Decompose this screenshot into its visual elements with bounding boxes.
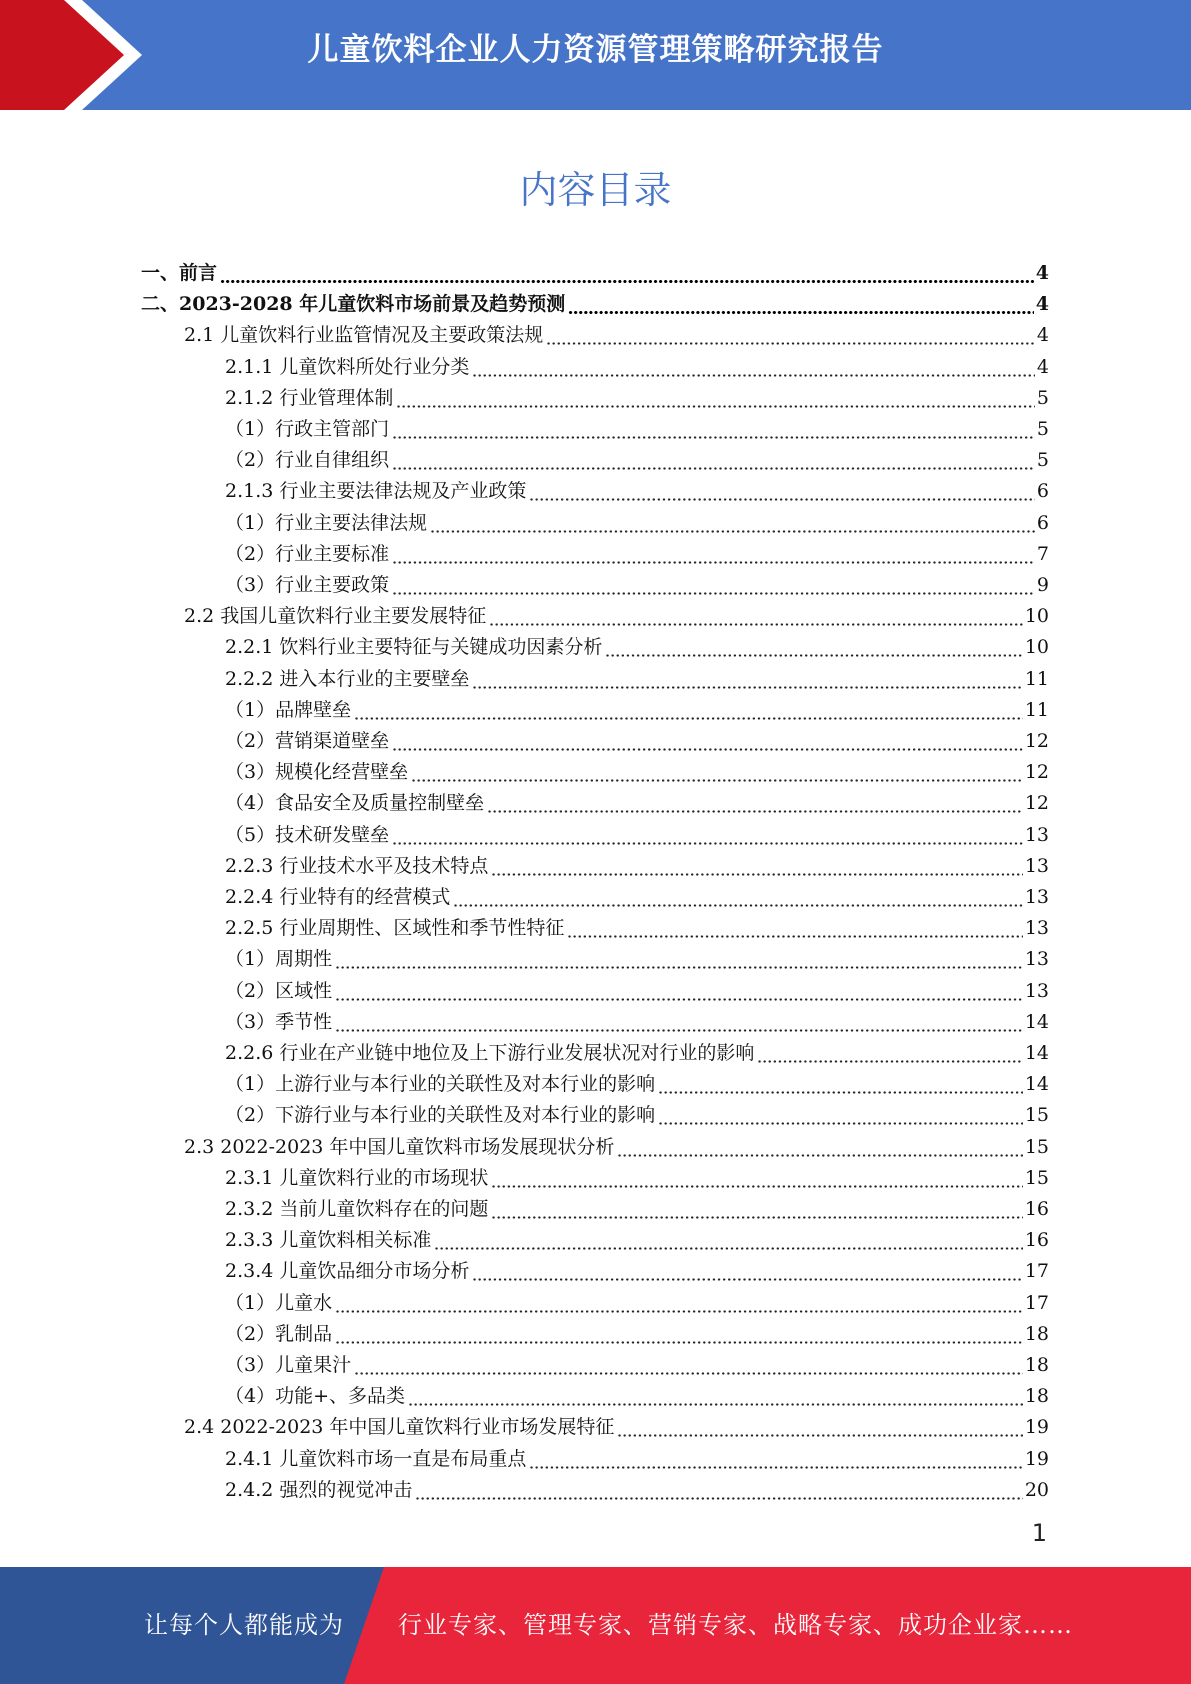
toc-entry[interactable]: [184, 316, 1049, 347]
toc-entry[interactable]: [141, 285, 1049, 316]
toc-entry-page: 5: [1036, 418, 1049, 440]
toc-entry-label: 2.2.6 行业在产业链中地位及上下游行业发展状况对行业的影响: [225, 1042, 755, 1064]
toc-entry-label: （5）技术研发壁垒: [225, 823, 390, 846]
toc-entry-label: （3）儿童果汁: [225, 1354, 352, 1376]
toc-entry[interactable]: [184, 1128, 1049, 1159]
toc-entry-label: （2）下游行业与本行业的关联性及对本行业的影响: [225, 1104, 656, 1127]
toc-entry[interactable]: [225, 1284, 1049, 1315]
toc-heading: 内容目录: [519, 168, 672, 212]
toc-entry[interactable]: [225, 1221, 1049, 1252]
toc-entry[interactable]: [184, 1408, 1049, 1439]
toc-entry-page: 13: [1024, 886, 1049, 908]
toc-dot-leader: [354, 1353, 1023, 1377]
toc-entry-label: 2.2.3 行业技术水平及技术特点: [225, 854, 489, 877]
toc-entry-label: 2.4.2 强烈的视觉冲击: [225, 1478, 413, 1501]
toc-dot-leader: [529, 479, 1035, 503]
toc-entry[interactable]: [225, 660, 1049, 691]
toc-dot-leader: [434, 1228, 1022, 1252]
toc-entry-label: 2.4.1 儿童饮料市场一直是布局重点: [225, 1447, 527, 1470]
toc-entry-label: （1）品牌壁垒: [225, 698, 352, 721]
toc-entry[interactable]: [225, 504, 1049, 535]
toc-entry-label: （2）区域性: [225, 979, 333, 1002]
toc-dot-leader: [757, 1041, 1022, 1065]
toc-entry-label: （1）行业主要法律法规: [225, 511, 428, 534]
toc-dot-leader: [354, 698, 1023, 722]
toc-entry-page: 5: [1036, 449, 1049, 472]
toc-entry-page: 4: [1035, 293, 1049, 316]
toc-entry-label: （3）行业主要政策: [225, 574, 390, 596]
toc-entry[interactable]: [225, 878, 1049, 909]
toc-dot-leader: [392, 542, 1035, 566]
toc-entry-page: 11: [1024, 667, 1049, 690]
toc-entry-label: （1）行政主管部门: [225, 418, 390, 440]
toc-entry-page: 14: [1024, 1042, 1049, 1064]
toc-entry[interactable]: [225, 691, 1049, 722]
toc-entry-page: 4: [1036, 324, 1049, 347]
toc-dot-leader: [453, 885, 1022, 909]
toc-entry-label: 2.2.2 进入本行业的主要壁垒: [225, 667, 470, 690]
toc-entry[interactable]: [225, 1252, 1049, 1283]
toc-entry-page: 19: [1024, 1447, 1049, 1470]
toc-entry[interactable]: [225, 566, 1049, 597]
toc-entry-page: 18: [1024, 1354, 1049, 1376]
toc-dot-leader: [658, 1072, 1023, 1096]
toc-entry-page: 13: [1024, 823, 1049, 846]
toc-entry-label: 2.1.1 儿童饮料所处行业分类: [225, 355, 470, 378]
toc-entry-page: 19: [1024, 1416, 1049, 1439]
toc-entry-label: 2.1.2 行业管理体制: [225, 386, 394, 409]
toc-dot-leader: [392, 448, 1035, 472]
toc-dot-leader: [658, 1103, 1023, 1127]
toc-dot-leader: [335, 1010, 1023, 1034]
toc-entry-label: 2.3.1 儿童饮料行业的市场现状: [225, 1166, 489, 1189]
toc-entry-page: 6: [1036, 511, 1049, 534]
toc-entry-page: 6: [1036, 480, 1049, 503]
toc-dot-leader: [396, 386, 1035, 410]
toc-entry-label: （1）上游行业与本行业的关联性及对本行业的影响: [225, 1073, 656, 1096]
toc-entry-page: 16: [1024, 1198, 1049, 1220]
toc-dot-leader: [392, 823, 1023, 847]
toc-entry[interactable]: [225, 1346, 1049, 1377]
toc-entry-label: 2.3.3 儿童饮料相关标准: [225, 1229, 432, 1252]
toc-entry[interactable]: [225, 1190, 1049, 1221]
toc-entry-label: 二、2023-2028 年儿童饮料市场前景及趋势预测: [141, 293, 566, 316]
toc-entry[interactable]: [225, 628, 1049, 659]
toc-dot-leader: [392, 729, 1023, 753]
toc-entry[interactable]: [225, 722, 1049, 753]
toc-entry-page: 15: [1024, 1166, 1049, 1189]
toc-entry-label: 一、前言: [141, 262, 218, 284]
toc-entry-label: 2.1.3 行业主要法律法规及产业政策: [225, 480, 527, 503]
toc-entry[interactable]: [225, 940, 1049, 971]
toc-entry[interactable]: [225, 1096, 1049, 1127]
toc-dot-leader: [472, 355, 1035, 379]
toc-entry-label: （2）行业主要标准: [225, 542, 390, 565]
toc-entry[interactable]: [225, 972, 1049, 1003]
toc-entry-label: 2.3.2 当前儿童饮料存在的问题: [225, 1198, 489, 1220]
toc-entry-label: （1）周期性: [225, 948, 333, 971]
toc-entry-label: （2）乳制品: [225, 1322, 333, 1345]
toc-entry-label: （3）季节性: [225, 1010, 333, 1033]
toc-dot-leader: [472, 667, 1022, 691]
toc-entry[interactable]: [225, 535, 1049, 566]
toc-entry[interactable]: [225, 379, 1049, 410]
toc-entry-page: 9: [1036, 574, 1049, 596]
toc-entry-label: 2.3.4 儿童饮品细分市场分析: [225, 1260, 470, 1283]
toc-dot-leader: [392, 573, 1035, 597]
toc-entry-label: （4）功能+、多品类: [225, 1385, 406, 1408]
page-number: 1: [1031, 1519, 1047, 1547]
toc-entry-page: 12: [1024, 792, 1049, 815]
toc-entry[interactable]: [225, 1377, 1049, 1408]
toc-dot-leader: [489, 604, 1023, 628]
toc-entry-label: （3）规模化经营壁垒: [225, 761, 409, 784]
toc-entry-page: 13: [1024, 854, 1049, 877]
toc-entry[interactable]: [225, 348, 1049, 379]
toc-entry-page: 15: [1024, 1135, 1049, 1158]
report-header-band: [0, 0, 1191, 110]
toc-dot-leader: [335, 1291, 1023, 1315]
toc-entry-page: 14: [1024, 1010, 1049, 1033]
toc-entry-page: 17: [1024, 1260, 1049, 1283]
toc-entry-label: 2.2.1 饮料行业主要特征与关键成功因素分析: [225, 636, 603, 659]
toc-entry[interactable]: [184, 597, 1049, 628]
toc-entry[interactable]: [225, 441, 1049, 472]
toc-entry[interactable]: [225, 1003, 1049, 1034]
toc-entry-page: 18: [1024, 1385, 1049, 1408]
toc-dot-leader: [411, 760, 1023, 784]
toc-entry-page: 5: [1036, 386, 1049, 409]
toc-dot-leader: [491, 1197, 1022, 1221]
toc-entry-page: 4: [1035, 262, 1049, 284]
toc-entry[interactable]: [225, 1034, 1049, 1065]
toc-entry-label: 2.3 2022-2023 年中国儿童饮料市场发展现状分析: [184, 1135, 615, 1158]
toc-entry[interactable]: [225, 1440, 1049, 1471]
toc-entry-label: （2）行业自律组织: [225, 449, 390, 472]
toc-entry[interactable]: [225, 1471, 1049, 1502]
toc-dot-leader: [430, 511, 1035, 535]
toc-dot-leader: [617, 1415, 1022, 1439]
toc-dot-leader: [605, 635, 1022, 659]
toc-dot-leader: [567, 916, 1022, 940]
toc-dot-leader: [491, 1166, 1022, 1190]
toc-entry-page: 11: [1024, 698, 1049, 721]
toc-dot-leader: [392, 417, 1035, 441]
toc-entry[interactable]: [141, 254, 1049, 285]
toc-entry[interactable]: [225, 1315, 1049, 1346]
toc-entry-page: 12: [1024, 730, 1049, 752]
toc-dot-leader: [408, 1384, 1023, 1408]
report-title: 儿童饮料企业人力资源管理策略研究报告: [307, 32, 884, 68]
toc-entry-label: （1）儿童水: [225, 1291, 333, 1314]
toc-entry[interactable]: [225, 410, 1049, 441]
toc-dot-leader: [335, 947, 1023, 971]
toc-entry-page: 17: [1024, 1291, 1049, 1314]
toc-dot-leader: [568, 292, 1034, 316]
toc-entry-page: 12: [1024, 761, 1049, 784]
toc-entry-label: （4）食品安全及质量控制壁垒: [225, 792, 485, 815]
toc-entry-label: 2.2.5 行业周期性、区域性和季节性特征: [225, 917, 565, 940]
toc-entry-label: （2）营销渠道壁垒: [225, 730, 390, 752]
toc-entry-page: 13: [1024, 979, 1049, 1002]
toc-entry[interactable]: [225, 1065, 1049, 1096]
footer-slogan-right: 行业专家、管理专家、营销专家、战略专家、成功企业家……: [398, 1611, 1073, 1639]
toc-entry-label: 2.2.4 行业特有的经营模式: [225, 886, 451, 908]
toc-entry[interactable]: [225, 472, 1049, 503]
toc-entry-label: 2.1 儿童饮料行业监管情况及主要政策法规: [184, 324, 544, 347]
toc-entry-page: 10: [1024, 636, 1049, 659]
toc-dot-leader: [546, 323, 1035, 347]
toc-dot-leader: [617, 1135, 1022, 1159]
toc-dot-leader: [472, 1259, 1022, 1283]
toc-dot-leader: [491, 854, 1022, 878]
footer-band: [0, 1567, 1191, 1684]
toc-dot-leader: [335, 1322, 1023, 1346]
toc-dot-leader: [335, 979, 1023, 1003]
toc-entry-page: 4: [1036, 355, 1049, 378]
footer-slogan-left: 让每个人都能成为: [144, 1611, 344, 1639]
toc-dot-leader: [529, 1447, 1022, 1471]
toc-dot-leader: [415, 1478, 1022, 1502]
toc-entry-page: 18: [1024, 1322, 1049, 1345]
toc-entry[interactable]: [225, 1159, 1049, 1190]
toc-entry-page: 20: [1024, 1478, 1049, 1501]
toc-entry[interactable]: [225, 909, 1049, 940]
toc-entry[interactable]: [225, 847, 1049, 878]
toc-entry-page: 15: [1024, 1104, 1049, 1127]
toc-dot-leader: [220, 261, 1034, 285]
toc-entry-page: 7: [1036, 542, 1049, 565]
toc-entry-page: 13: [1024, 948, 1049, 971]
toc-entry[interactable]: [225, 753, 1049, 784]
toc-entry-label: 2.2 我国儿童饮料行业主要发展特征: [184, 605, 487, 628]
toc-entry-page: 14: [1024, 1073, 1049, 1096]
toc-entry-page: 16: [1024, 1229, 1049, 1252]
toc-entry-page: 13: [1024, 917, 1049, 940]
toc-entry[interactable]: [225, 784, 1049, 815]
toc-dot-leader: [487, 791, 1023, 815]
toc-entry-label: 2.4 2022-2023 年中国儿童饮料行业市场发展特征: [184, 1416, 615, 1439]
toc-entry[interactable]: [225, 816, 1049, 847]
toc-entry-page: 10: [1024, 605, 1049, 628]
